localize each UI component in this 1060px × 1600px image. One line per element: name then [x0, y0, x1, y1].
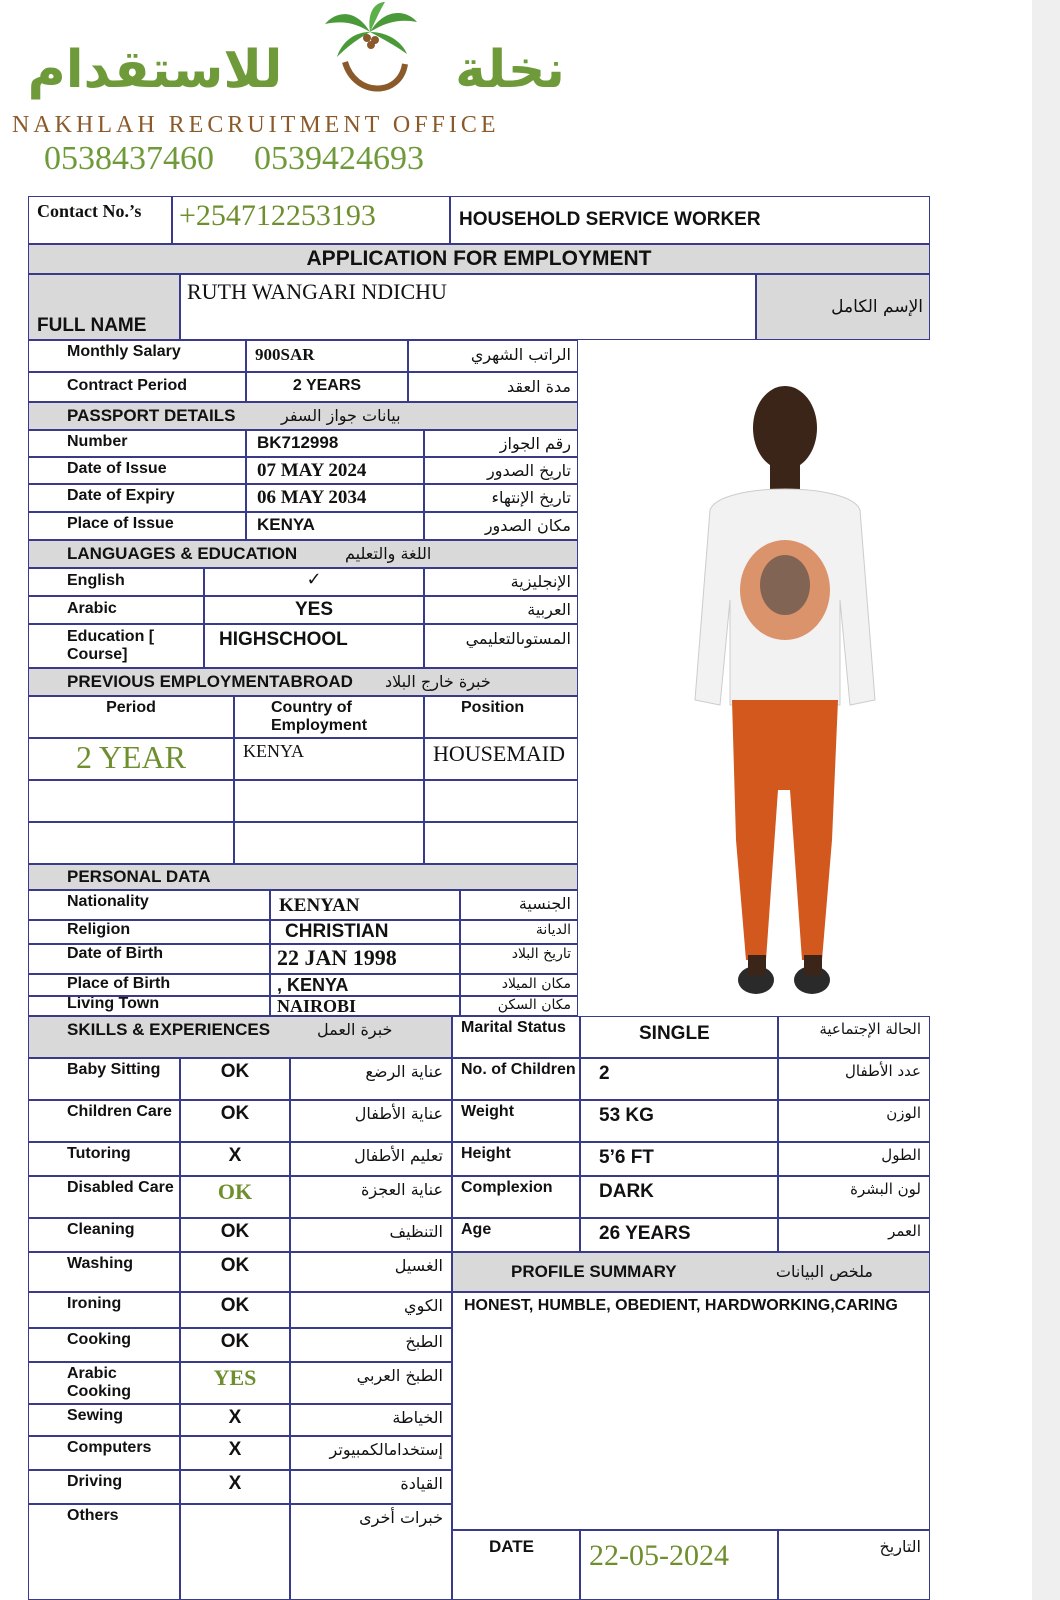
status-ar: الحالة الإجتماعية	[819, 1020, 921, 1038]
skill-value: X	[228, 1473, 242, 1494]
passport-ar-cell	[424, 512, 578, 540]
arabic-label: Arabic	[67, 600, 117, 617]
passport-title: PASSPORT DETAILS	[67, 406, 236, 425]
skill-value: OK	[220, 1331, 250, 1352]
languages-title-ar: اللغة والتعليم	[345, 544, 432, 563]
date-ar-cell	[778, 1530, 930, 1600]
skill-ar: عناية الرضع	[365, 1062, 443, 1081]
pob-label-cell	[28, 974, 270, 996]
skill-label-cell	[28, 1218, 180, 1252]
passport-row-value: 07 MAY 2024	[257, 460, 367, 481]
passport-label-cell	[28, 512, 246, 540]
country-value-cell	[234, 738, 424, 780]
passport-label-cell	[28, 484, 246, 512]
skill-label-cell	[28, 1058, 180, 1100]
arabic-label-cell	[28, 596, 204, 624]
skill-label-cell	[28, 1436, 180, 1470]
skill-value-cell	[180, 1404, 290, 1436]
date-label-cell	[452, 1530, 580, 1600]
skill-label-cell	[28, 1252, 180, 1292]
contract-ar: مدة العقد	[507, 377, 571, 396]
contract-label-cell	[28, 372, 246, 402]
passport-row-ar: تاريخ الصدور	[487, 461, 571, 480]
english-label-cell	[28, 568, 204, 596]
town-value-cell	[270, 996, 460, 1016]
skill-label: Ironing	[67, 1295, 122, 1312]
passport-row-label: Number	[67, 433, 128, 450]
passport-row-label: Date of Expiry	[67, 487, 175, 504]
contract-label: Contract Period	[67, 377, 188, 394]
english-value-cell	[204, 568, 424, 596]
english-check-icon: ✓	[306, 569, 322, 590]
english-label: English	[67, 572, 125, 589]
full-name-label-cell	[28, 274, 180, 340]
skill-ar: خبرات أخرى	[359, 1508, 443, 1527]
skill-label: Cleaning	[67, 1221, 135, 1238]
contact-label-cell	[28, 196, 172, 244]
skill-label-cell	[28, 1362, 180, 1404]
status-label-cell	[452, 1176, 580, 1218]
skill-ar-cell	[290, 1404, 452, 1436]
status-ar: عدد الأطفال	[845, 1062, 921, 1080]
dob-value-cell	[270, 944, 460, 974]
status-ar-cell	[778, 1016, 930, 1058]
skill-value-cell	[180, 1252, 290, 1292]
full-name-label: FULL NAME	[37, 315, 147, 336]
col-period-header	[28, 696, 234, 738]
contract-value: 2 YEARS	[292, 377, 362, 394]
skill-value: OK	[220, 1221, 250, 1242]
previous-section-header	[28, 668, 578, 696]
status-value-cell	[580, 1142, 778, 1176]
status-value: 26 YEARS	[599, 1223, 691, 1244]
logo-arabic-left: للاستقدام	[27, 40, 283, 100]
status-value: SINGLE	[639, 1023, 710, 1044]
skill-value: X	[228, 1439, 242, 1460]
skill-ar-cell	[290, 1470, 452, 1504]
empty-position-1	[424, 780, 578, 822]
skill-value-cell	[180, 1176, 290, 1218]
skill-value-cell	[180, 1142, 290, 1176]
skill-label: Children Care	[67, 1103, 172, 1120]
skill-ar: تعليم الأطفال	[354, 1146, 443, 1165]
form-title: APPLICATION FOR EMPLOYMENT	[306, 247, 652, 270]
arabic-value-cell	[204, 596, 424, 624]
status-ar: الوزن	[886, 1104, 921, 1122]
status-label-cell	[452, 1218, 580, 1252]
skill-ar-cell	[290, 1218, 452, 1252]
status-ar: الطول	[881, 1146, 921, 1164]
status-value-cell	[580, 1218, 778, 1252]
skill-ar-cell	[290, 1252, 452, 1292]
skills-title-ar: خبرة العمل	[317, 1020, 393, 1039]
full-name-ar: الإسم الكامل	[831, 297, 923, 317]
monthly-value-cell	[246, 340, 408, 372]
page-edge	[1032, 0, 1060, 1600]
skill-value-cell	[180, 1436, 290, 1470]
skill-ar: الطبخ	[405, 1332, 443, 1351]
passport-row-ar: تاريخ الإنتهاء	[491, 488, 571, 507]
logo-arabic-right: نخلة	[455, 40, 565, 100]
skill-value: OK	[217, 1179, 253, 1204]
passport-title-ar: بيانات جواز السفر	[281, 406, 401, 425]
office-phone-1: 0538437460	[44, 140, 214, 177]
full-name-value: RUTH WANGARI NDICHU	[187, 279, 447, 304]
skill-label: Driving	[67, 1473, 123, 1490]
status-value-cell	[580, 1058, 778, 1100]
previous-title: PREVIOUS EMPLOYMENTABROAD	[67, 672, 353, 691]
arabic-value: YES	[294, 599, 334, 620]
skill-value: X	[228, 1407, 242, 1428]
nationality-label-cell	[28, 890, 270, 920]
skill-value: OK	[220, 1061, 250, 1082]
skill-value-cell	[180, 1100, 290, 1142]
skill-ar-cell	[290, 1176, 452, 1218]
pob-value: , KENYA	[277, 975, 349, 995]
status-ar-cell	[778, 1218, 930, 1252]
status-value-cell	[580, 1016, 778, 1058]
languages-title: LANGUAGES & EDUCATION	[67, 544, 298, 563]
town-label: Living Town	[67, 996, 160, 1012]
skill-label: Washing	[67, 1255, 134, 1272]
passport-ar-cell	[424, 484, 578, 512]
empty-period-2	[28, 822, 234, 864]
status-ar: العمر	[888, 1222, 921, 1240]
skill-value: OK	[220, 1295, 250, 1316]
skill-value-cell	[180, 1470, 290, 1504]
skill-label: Computers	[67, 1439, 152, 1456]
status-ar-cell	[778, 1058, 930, 1100]
country-value: KENYA	[243, 741, 304, 761]
col-country-label: Country of Employment	[271, 699, 368, 734]
pob-ar-cell	[460, 974, 578, 996]
skill-value: YES	[213, 1365, 257, 1390]
education-label: Education [ Course]	[67, 628, 155, 663]
office-phone-2: 0539424693	[254, 140, 424, 177]
date-ar: التاريخ	[879, 1537, 921, 1556]
status-value: DARK	[599, 1181, 654, 1202]
town-ar-cell	[460, 996, 578, 1016]
position-title-cell	[450, 196, 930, 244]
religion-ar: الديانة	[535, 922, 571, 938]
status-value-cell	[580, 1176, 778, 1218]
passport-row-label: Place of Issue	[67, 515, 174, 532]
skill-value-cell	[180, 1292, 290, 1328]
religion-label: Religion	[67, 921, 131, 938]
summary-title: PROFILE SUMMARY	[511, 1262, 677, 1281]
education-value: HIGHSCHOOL	[219, 629, 348, 650]
date-label: DATE	[489, 1537, 535, 1556]
religion-label-cell	[28, 920, 270, 944]
skill-value: X	[228, 1145, 242, 1166]
skill-label: Arabic Cooking	[67, 1365, 131, 1400]
status-value: 2	[599, 1063, 610, 1084]
skill-ar: الطبخ العربي	[356, 1366, 443, 1385]
personal-section-header	[28, 864, 578, 890]
skill-value-cell	[180, 1218, 290, 1252]
col-position-label: Position	[461, 699, 525, 716]
languages-section-header	[28, 540, 578, 568]
passport-value-cell	[246, 512, 424, 540]
skill-value-cell	[180, 1058, 290, 1100]
passport-row-value: KENYA	[257, 515, 315, 534]
summary-body	[452, 1292, 930, 1530]
skill-ar-cell	[290, 1328, 452, 1362]
skill-ar: التنظيف	[389, 1222, 443, 1241]
contract-value-cell	[246, 372, 408, 402]
empty-country-2	[234, 822, 424, 864]
col-period-label: Period	[106, 699, 156, 716]
skill-ar: عناية العجزة	[361, 1180, 443, 1199]
arabic-ar: العربية	[527, 600, 571, 619]
pob-ar: مكان الميلاد	[501, 976, 571, 992]
status-label-cell	[452, 1142, 580, 1176]
pob-label: Place of Birth	[67, 975, 171, 992]
skill-label-cell	[28, 1504, 180, 1600]
skill-label-cell	[28, 1404, 180, 1436]
skill-label-cell	[28, 1328, 180, 1362]
status-label: Weight	[461, 1103, 515, 1120]
skill-label-cell	[28, 1470, 180, 1504]
skill-ar: الغسيل	[394, 1256, 443, 1275]
town-label-cell	[28, 996, 270, 1016]
monthly-ar-cell	[408, 340, 578, 372]
skill-label-cell	[28, 1176, 180, 1218]
skill-ar: عناية الأطفال	[354, 1104, 443, 1123]
skill-ar: الخياطة	[392, 1408, 443, 1427]
dob-label: Date of Birth	[67, 945, 163, 962]
full-name-ar-cell	[756, 274, 930, 340]
full-name-value-cell	[180, 274, 756, 340]
status-value: 5’6 FT	[599, 1147, 654, 1168]
status-label: Age	[461, 1221, 492, 1238]
monthly-ar: الراتب الشهري	[470, 345, 571, 364]
office-name: NAKHLAH RECRUITMENT OFFICE	[12, 112, 500, 138]
skill-label: Others	[67, 1507, 119, 1524]
passport-ar-cell	[424, 430, 578, 457]
status-label-cell	[452, 1100, 580, 1142]
status-ar-cell	[778, 1142, 930, 1176]
contact-value: +254712253193	[179, 199, 376, 232]
skill-label: Baby Sitting	[67, 1061, 161, 1078]
form-title-cell	[28, 244, 930, 274]
nationality-label: Nationality	[67, 893, 149, 910]
nationality-ar: الجنسية	[518, 894, 571, 913]
summary-text: HONEST, HUMBLE, OBEDIENT, HARDWORKING,CARING	[464, 1297, 898, 1314]
english-ar: الإنجليزية	[510, 572, 571, 591]
pob-value-cell	[270, 974, 460, 996]
period-value: 2 YEAR	[76, 739, 186, 775]
passport-row-ar: رقم الجواز	[499, 434, 571, 453]
skill-ar: الكوي	[404, 1296, 443, 1315]
education-ar-cell	[424, 624, 578, 668]
english-ar-cell	[424, 568, 578, 596]
position-value-cell	[424, 738, 578, 780]
previous-title-ar: خبرة خارج البلاد	[385, 672, 491, 691]
passport-value-cell	[246, 484, 424, 512]
skill-value: OK	[220, 1103, 250, 1124]
skill-value-cell	[180, 1504, 290, 1600]
dob-value: 22 JAN 1998	[277, 945, 397, 970]
status-ar-cell	[778, 1100, 930, 1142]
contact-label: Contact No.’s	[37, 201, 142, 221]
empty-period-1	[28, 780, 234, 822]
passport-ar-cell	[424, 457, 578, 484]
nationality-value-cell	[270, 890, 460, 920]
status-label: Height	[461, 1145, 511, 1162]
status-label: No. of Children	[461, 1061, 576, 1078]
status-label: Marital Status	[461, 1019, 566, 1036]
skill-label-cell	[28, 1142, 180, 1176]
summary-header	[452, 1252, 930, 1292]
empty-position-2	[424, 822, 578, 864]
monthly-value: 900SAR	[255, 345, 315, 364]
position-title: HOUSEHOLD SERVICE WORKER	[459, 209, 761, 230]
personal-title: PERSONAL DATA	[67, 867, 211, 886]
passport-row-ar: مكان الصدور	[484, 516, 571, 535]
skill-value-cell	[180, 1328, 290, 1362]
skill-ar-cell	[290, 1100, 452, 1142]
skill-ar-cell	[290, 1142, 452, 1176]
contact-value-cell	[172, 196, 450, 244]
skill-label: Tutoring	[67, 1145, 131, 1162]
passport-label-cell	[28, 457, 246, 484]
religion-value: CHRISTIAN	[285, 921, 389, 942]
date-value: 22-05-2024	[589, 1539, 729, 1572]
skill-label: Disabled Care	[67, 1179, 174, 1196]
skill-label: Cooking	[67, 1331, 131, 1348]
religion-value-cell	[270, 920, 460, 944]
passport-row-value: 06 MAY 2034	[257, 487, 367, 508]
status-label-cell	[452, 1016, 580, 1058]
status-ar-cell	[778, 1176, 930, 1218]
passport-label-cell	[28, 430, 246, 457]
skill-value-cell	[180, 1362, 290, 1404]
skills-title: SKILLS & EXPERIENCES	[67, 1020, 271, 1039]
town-ar: مكان السكن	[497, 997, 571, 1013]
education-ar: المستوىالتعليمي	[465, 629, 571, 648]
summary-title-ar: ملخص البيانات	[775, 1262, 873, 1281]
skill-ar: إستخدامالكمبيوتر	[329, 1440, 443, 1459]
dob-label-cell	[28, 944, 270, 974]
skill-label-cell	[28, 1100, 180, 1142]
empty-country-1	[234, 780, 424, 822]
skill-label-cell	[28, 1292, 180, 1328]
skill-value: OK	[220, 1255, 250, 1276]
skill-ar-cell	[290, 1436, 452, 1470]
passport-section-header	[28, 402, 578, 430]
palm-tree-icon	[315, 2, 425, 102]
status-label-cell	[452, 1058, 580, 1100]
passport-row-value: BK712998	[257, 433, 339, 452]
education-value-cell	[204, 624, 424, 668]
col-position-header	[424, 696, 578, 738]
arabic-ar-cell	[424, 596, 578, 624]
status-label: Complexion	[461, 1179, 553, 1196]
skill-ar-cell	[290, 1362, 452, 1404]
religion-ar-cell	[460, 920, 578, 944]
applicant-photo	[650, 370, 920, 1010]
date-value-cell	[580, 1530, 778, 1600]
dob-ar-cell	[460, 944, 578, 974]
person-photo-icon	[650, 370, 920, 1010]
nationality-ar-cell	[460, 890, 578, 920]
skill-ar-cell	[290, 1058, 452, 1100]
skill-ar: القيادة	[400, 1474, 443, 1493]
skill-label: Sewing	[67, 1407, 124, 1424]
col-country-header	[234, 696, 424, 738]
passport-value-cell	[246, 430, 424, 457]
nationality-value: KENYAN	[279, 895, 360, 916]
skills-section-header	[28, 1016, 452, 1058]
education-label-cell	[28, 624, 204, 668]
status-value-cell	[580, 1100, 778, 1142]
skill-ar-cell	[290, 1504, 452, 1600]
position-value: HOUSEMAID	[433, 741, 565, 766]
skill-ar-cell	[290, 1292, 452, 1328]
passport-row-label: Date of Issue	[67, 460, 167, 477]
dob-ar: تاريخ البلاد	[511, 946, 571, 962]
period-value-cell	[28, 738, 234, 780]
monthly-label: Monthly Salary	[67, 343, 181, 360]
contract-ar-cell	[408, 372, 578, 402]
passport-value-cell	[246, 457, 424, 484]
town-value: NAIROBI	[277, 996, 357, 1016]
status-value: 53 KG	[599, 1105, 654, 1126]
monthly-label-cell	[28, 340, 246, 372]
logo	[10, 0, 600, 180]
status-ar: لون البشرة	[850, 1180, 921, 1198]
